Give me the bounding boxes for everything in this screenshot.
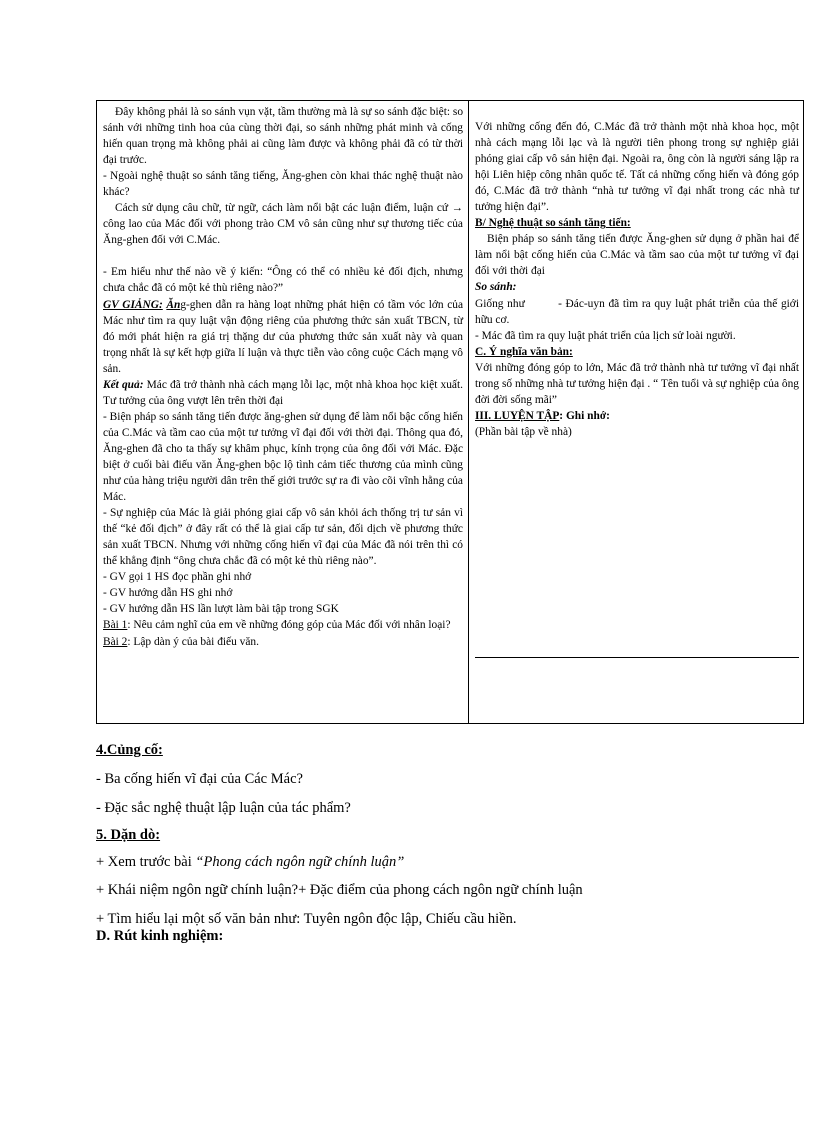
lesson-table — [96, 100, 804, 724]
comparison: Giống như - Đác-uyn đã tìm ra quy luật phát triễn của thế giới hữu cơ. — [475, 297, 799, 326]
exercise-2: Bài 2: Lập dàn ý của bài điếu văn. — [103, 635, 259, 648]
paragraph: Biện pháp so sánh tăng tiến được Ăng-ghen sử dụng ở phần hai để làm nổi bật cống hiến của C.Mác và tầm sao của một tư tưởng vĩ đại đối với thời đại — [475, 233, 799, 278]
teacher-explanation: GV GIẢNG: Ăng-ghen dẫn ra hàng loạt những phát hiện có tầm vóc lớn của Mác như tìm ra quy luật vận động riêng của phương thức sản xuất TBCN, từ đó mới phát hiện ra giá trị thặng dư của phương thức sản xuất này và quan trọng nhất là sự kết hợp giữa lí luận và thực tiễn vào công cuộc Cách mạng vô sản. — [103, 298, 464, 375]
section-heading: 5. Dặn dò: — [96, 827, 161, 843]
label: GV GIẢNG: — [103, 298, 163, 311]
comparison: - Mác đã tìm ra quy luật phát triển của lịch sử loài người. — [475, 329, 736, 342]
paragraph: - Sự nghiệp của Mác là giải phóng giai cấp vô sản khỏi ách thống trị tư sản vì thế “kẻ đối địch” ở đây rất có thể là giai cấp tư sản, đối dịch về phương thức sản xuất TBCN. Nhưng với những cống hiến vĩ đại của Mác đã nói trên thì có thể khẳng định “ông chưa chắc đã có một kẻ thù riêng nào”. — [103, 507, 463, 568]
teacher-activity-column — [97, 101, 469, 723]
section-heading: 4.Củng cố: — [96, 742, 163, 758]
list-item: + Khái niệm ngôn ngữ chính luận?+ Đặc điểm của phong cách ngôn ngữ chính luận — [96, 882, 583, 898]
paragraph: - Biện pháp so sánh tăng tiến được ăng-ghen sử dụng để làm nổi bậc cống hiến của C.Mác và tầm cao của một tư tưởng vĩ đại đối với thời đại. Thông qua đó, Ăng-ghen đã cho ta thấy sự khâm phục, kính trọng của ông đối với Mác. Đặc biệt ở cuối bài điếu văn Ăng-ghen bộc lộ tình cảm tiếc thương của mình cũng như của hàng triệu người dân trên thế giới trước sự ra đi vào cõi vĩnh hằng của Mác. — [103, 410, 463, 504]
instruction: - GV gọi 1 HS đọc phần ghi nhớ — [103, 571, 252, 584]
list-item: - Đặc sắc nghệ thuật lập luận của tác phẩm? — [96, 800, 351, 816]
section-heading: C. Ý nghĩa văn bản: — [475, 345, 573, 358]
post-table-section — [96, 740, 796, 945]
paragraph: Cách sử dụng câu chữ, từ ngữ, cách làm nổi bật các luận điểm, luận cứ → công lao của Mác đối với phong trào CM vô sản cũng như sự thương tiếc của Ăng-ghen đối với C.Mác. — [103, 202, 463, 247]
question: - Ngoài nghệ thuật so sánh tăng tiếng, Ăng-ghen còn khai thác nghệ thuật nào khác? — [103, 170, 463, 199]
paragraph: Với những đóng góp to lớn, Mác đã trở thành nhà tư tưởng vĩ đại nhất trong số những nhà tư tưởng hiện đại . “ Tên tuổi và sự nghiệp của ông đời đời sống mãi” — [475, 361, 799, 406]
subheading: So sánh: — [475, 281, 517, 294]
result: Kết quả: Mác đã trở thành nhà cách mạng lỗi lạc, một nhà khoa học kiệt xuất. Tư tưởng của ông vượt lên trên thời đại — [103, 378, 463, 407]
paragraph: Với những cống đến đó, C.Mác đã trở thành một nhà khoa học, một nhà cách mạng lỗi lạc và là người tiên phong trong sự nghiệp giải phóng giai cấp vô sản hiện đại. Ngoài ra, ông còn là người sáng lập ra hội Liên hiệp công nhân quốc tế. Tất cả những cống hiến và đóng góp đó, C.Mác đã trở thành “nhà tư tưởng vĩ đại nhất trong các nhà tư tưởng hiện đại”. — [475, 121, 799, 214]
section-heading: D. Rút kinh nghiệm: — [96, 928, 224, 944]
paragraph: Đây không phải là so sánh vụn vặt, tầm thường mà là sự so sánh đặc biệt: so sánh với những tinh hoa của cùng thời đại, so sánh những phát minh và cống hiến quan trọng mà không phải ai cũng làm được và không phải đã có từ thời đại trước. — [103, 106, 464, 167]
question: - Em hiểu như thế nào về ý kiến: “Ông có thể có nhiều kẻ đối địch, nhưng chưa chắc đã có một kẻ thù riêng nào?” — [103, 266, 463, 295]
content-column — [469, 101, 803, 723]
section-heading: III. LUYỆN TẬP: Ghi nhớ: — [475, 409, 610, 422]
section-heading: B/ Nghệ thuật so sánh tăng tiến: — [475, 217, 631, 230]
divider — [475, 657, 799, 658]
list-item: + Tìm hiểu lại một số văn bản như: Tuyên ngôn độc lập, Chiếu cầu hiền. — [96, 911, 517, 927]
instruction: - GV hướng dẫn HS lần lượt làm bài tập trong SGK — [103, 603, 339, 616]
instruction: - GV hướng dẫn HS ghi nhớ — [103, 587, 233, 600]
label: Kết quả: — [103, 378, 144, 391]
exercise-1: Bài 1: Nêu cảm nghĩ của em về những đóng góp của Mác đối với nhân loại? — [103, 619, 451, 632]
paragraph: (Phần bài tập về nhà) — [475, 425, 572, 438]
list-item: - Ba cống hiến vĩ đại của Các Mác? — [96, 771, 303, 787]
list-item: + Xem trước bài “Phong cách ngôn ngữ chính luận” — [96, 854, 405, 870]
